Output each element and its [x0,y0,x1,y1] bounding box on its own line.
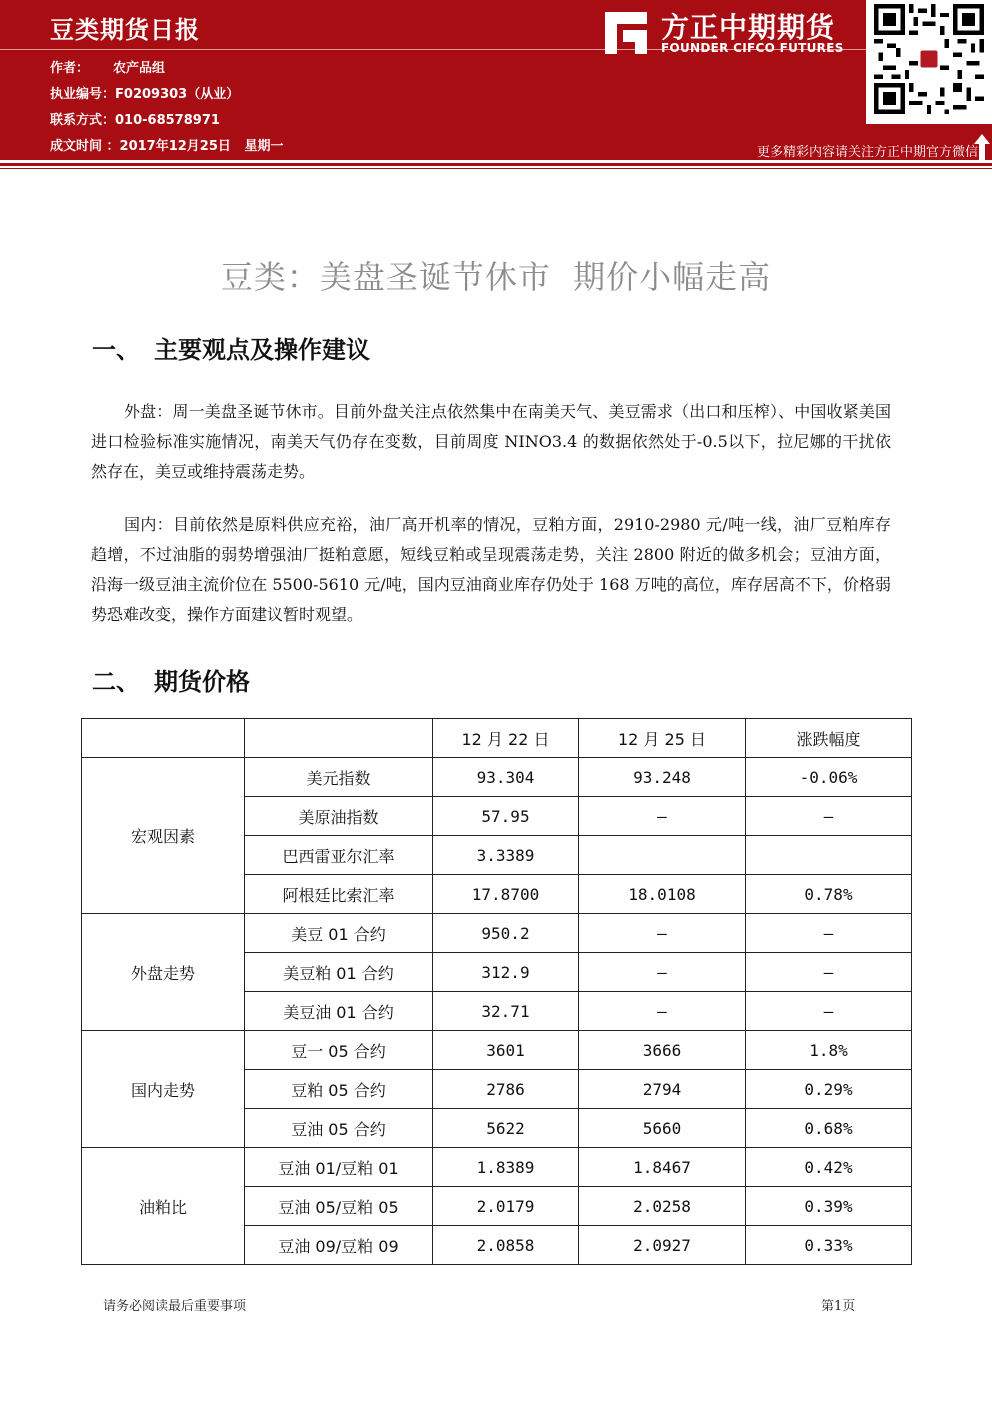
item-name: 阿根廷比索汇率 [245,875,433,914]
item-name: 豆一 05 合约 [245,1031,433,1070]
meta-value: 2017年12月25日 星期一 [119,139,284,154]
value-dec22: 57.95 [433,797,579,836]
value-dec22: 2.0179 [433,1187,579,1226]
value-change: — [746,953,912,992]
section-heading-views [92,330,370,365]
meta-value: 农产品组 [113,61,166,76]
value-change: 0.78% [746,875,912,914]
meta-date [50,135,283,154]
value-dec22: 3601 [433,1031,579,1070]
value-dec25: 3666 [579,1031,746,1070]
report-name: 豆类期货日报 [50,16,200,44]
value-dec22: 2786 [433,1070,579,1109]
footer-disclaimer: 请务必阅读最后重要事项 [103,1299,247,1314]
follow-wechat-note: 更多精彩内容请关注方正中期官方微信 [756,145,978,160]
logo-text-en: FOUNDER CIFCO FUTURES [661,41,844,55]
meta-license [50,83,239,102]
meta-contact [50,109,220,128]
item-name: 豆油 05 合约 [245,1109,433,1148]
value-dec25: — [579,797,746,836]
item-name: 美豆 01 合约 [245,914,433,953]
group-label: 外盘走势 [82,914,245,1031]
header-cell-change: 涨跌幅度 [746,719,912,758]
value-change: 0.42% [746,1148,912,1187]
value-dec25: 5660 [579,1109,746,1148]
value-dec25: 2.0927 [579,1226,746,1265]
logo-mark-icon [603,10,649,56]
value-change: -0.06% [746,758,912,797]
item-name: 美豆粕 01 合约 [245,953,433,992]
header-cell [82,719,245,758]
section-heading-prices [92,662,250,697]
item-name: 豆油 09/豆粕 09 [245,1226,433,1265]
meta-key: 联系方式： [50,113,116,128]
table-row [82,1148,912,1187]
logo-text-cn: 方正中期期货 [661,11,836,44]
value-change: — [746,992,912,1031]
value-dec22: 312.9 [433,953,579,992]
value-change: 0.33% [746,1226,912,1265]
value-change: 0.29% [746,1070,912,1109]
value-dec25: — [579,914,746,953]
item-name: 美豆油 01 合约 [245,992,433,1031]
value-change: — [746,914,912,953]
value-change: 0.68% [746,1109,912,1148]
item-name: 豆粕 05 合约 [245,1070,433,1109]
meta-key: 执业编号： [50,87,116,102]
paragraph-domestic: 国内：目前依然是原料供应充裕，油厂高开机率的情况，豆粕方面，2910-2980 元/吨一线，油厂豆粕库存趋增，不过油脂的弱势增强油厂挺粕意愿，短线豆粕或呈现震荡走势，关注 2800 附近的做多机会；豆油方面，沿海一级豆油主流价位在 5500-5610 元/吨，国内豆油商业库存仍处于 168 万吨的高位，库存居高不下，价格弱势恐难改变，操作方面建议暂时观望。 [91,515,891,624]
value-dec22: 17.8700 [433,875,579,914]
value-dec22: 3.3389 [433,836,579,875]
header-cell-date1: 12 月 22 日 [433,719,579,758]
item-name: 巴西雷亚尔汇率 [245,836,433,875]
value-dec25: — [579,953,746,992]
group-label: 国内走势 [82,1031,245,1148]
company-logo [603,6,865,62]
value-change: — [746,797,912,836]
header-banner [0,0,992,160]
value-dec22: 93.304 [433,758,579,797]
value-dec25: 93.248 [579,758,746,797]
value-dec25: 1.8467 [579,1148,746,1187]
item-name: 美原油指数 [245,797,433,836]
value-change [746,836,912,875]
item-name: 美元指数 [245,758,433,797]
value-dec22: 5622 [433,1109,579,1148]
header-rule [0,163,992,166]
header-cell [245,719,433,758]
value-dec25: 18.0108 [579,875,746,914]
item-name: 豆油 01/豆粕 01 [245,1148,433,1187]
value-dec25: 2794 [579,1070,746,1109]
value-dec22: 1.8389 [433,1148,579,1187]
report-title: 豆类：美盘圣诞节休市 期价小幅走高 [220,258,772,296]
paragraph-overseas: 外盘：周一美盘圣诞节休市。目前外盘关注点依然集中在南美天气、美豆需求（出口和压榨）、中国收紧美国进口检验标准实施情况，南美天气仍存在变数，目前周度 NINO3.4 的数据依然处于-0.5以下，拉尼娜的干扰依然存在，美豆或维持震荡走势。 [91,402,891,481]
meta-key: 成文时间 ： [50,139,120,154]
section-number: 二、 [92,668,140,696]
value-dec22: 950.2 [433,914,579,953]
value-dec22: 32.71 [433,992,579,1031]
meta-key: 作者： [50,61,90,76]
arrow-up-icon [974,134,990,160]
table-header-row [82,719,912,758]
value-change: 1.8% [746,1031,912,1070]
section-title: 期货价格 [154,668,250,696]
group-label: 宏观因素 [82,758,245,914]
value-dec25: 2.0258 [579,1187,746,1226]
value-dec22: 2.0858 [433,1226,579,1265]
table-row [82,1031,912,1070]
table-row [82,914,912,953]
page-number: 第1页 [821,1299,856,1314]
wechat-qr-code[interactable] [866,0,992,124]
meta-author [50,57,165,76]
group-label: 油粕比 [82,1148,245,1265]
qr-code-icon [874,4,984,114]
futures-price-table [81,718,912,1265]
header-rule-thin [0,168,992,169]
section-title: 主要观点及操作建议 [154,336,370,364]
meta-value: 010-68578971 [115,113,220,128]
table-row [82,758,912,797]
value-dec25: — [579,992,746,1031]
section-number: 一、 [92,336,140,364]
meta-value: F0209303（从业） [115,87,240,102]
header-cell-date2: 12 月 25 日 [579,719,746,758]
value-change: 0.39% [746,1187,912,1226]
item-name: 豆油 05/豆粕 05 [245,1187,433,1226]
value-dec25 [579,836,746,875]
